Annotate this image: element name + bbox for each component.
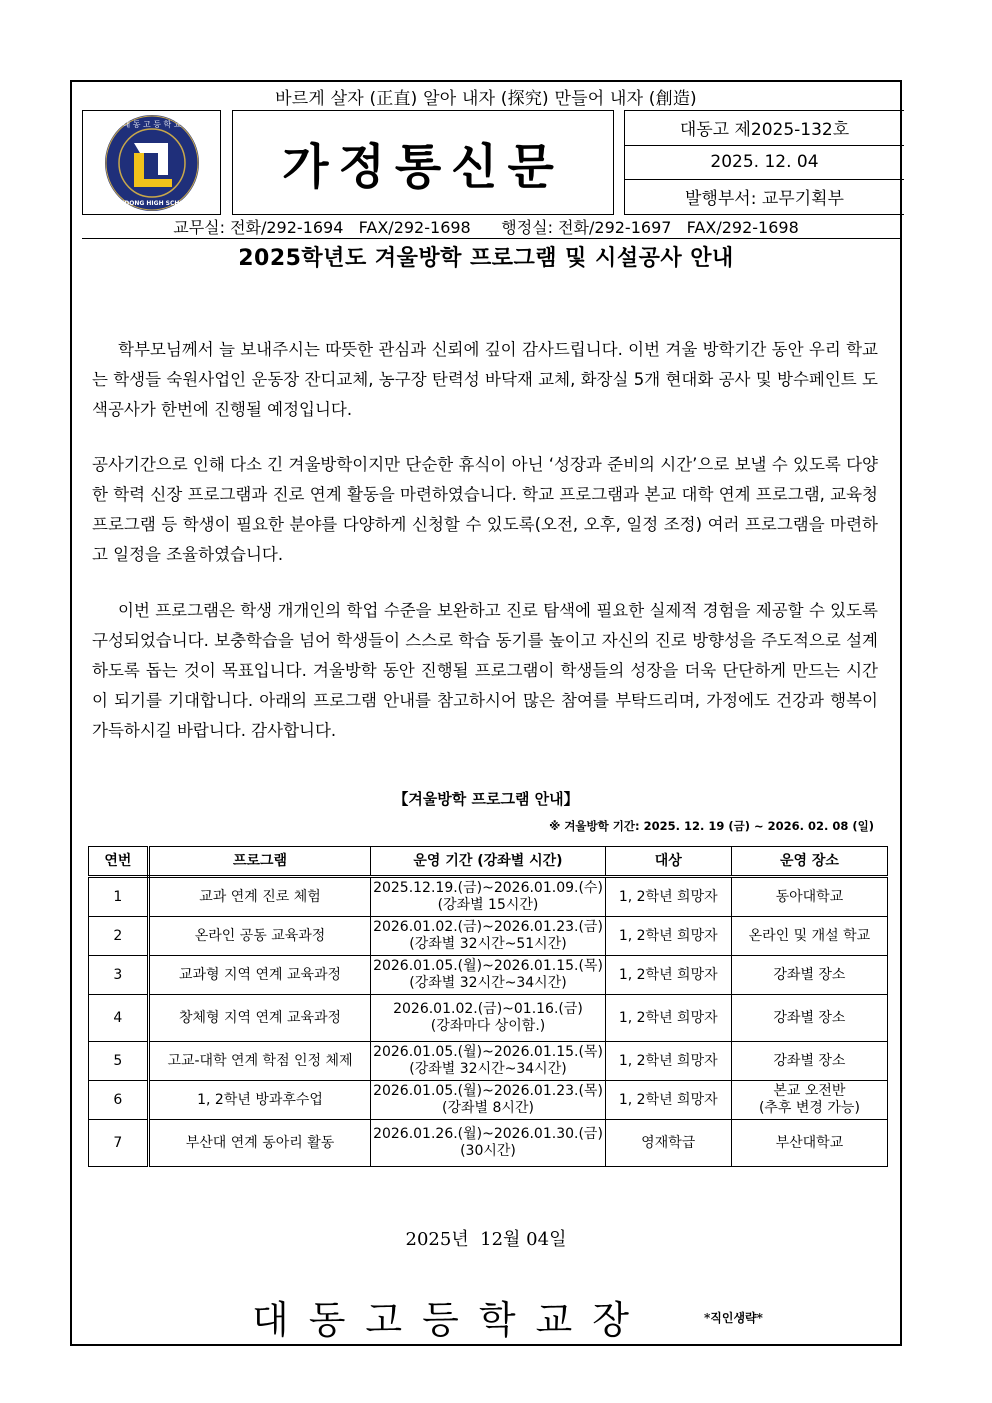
vacation-period-note: ※ 겨울방학 기간: 2025. 12. 19 (금) ~ 2026. 02. 08 (일) [549,819,874,833]
svg-text:대 동 고 등 학 교: 대 동 고 등 학 교 [121,119,182,129]
cell-target: 1, 2학년 희망자 [605,877,731,917]
period-dates: 2026.01.05.(월)~2026.01.15.(목) [373,958,603,974]
cell-program: 고교-대학 연계 학점 인정 체제 [148,1042,371,1081]
newsletter-page [70,80,902,1346]
cell-program: 교과 연계 진로 체험 [148,877,371,917]
cell-place: 동아대학교 [731,877,887,917]
cell-program: 1, 2학년 방과후수업 [148,1081,371,1120]
cell-no: 2 [89,917,149,956]
table-row [89,995,888,1042]
table-row [89,956,888,995]
col-header-target: 대상 [605,847,731,877]
principal-signature: 대동고등학교장 [252,1298,649,1342]
issue-date: 2025. 12. 04 [625,145,904,179]
period-hours: (강좌마다 상이함.) [430,1018,546,1034]
period-dates: 2026.01.26.(월)~2026.01.30.(금) [373,1126,603,1142]
col-header-no: 연번 [89,847,149,877]
school-logo-box [82,110,221,215]
place-line-2: (추후 변경 가능) [758,1100,860,1116]
period-dates: 2026.01.02.(금)~01.16.(금) [393,1001,583,1017]
period-dates: 2026.01.02.(금)~2026.01.23.(금) [373,919,603,935]
cell-place [731,1081,887,1120]
cell-no: 1 [89,877,149,917]
paragraph-2: 공사기간으로 인해 다소 긴 겨울방학이지만 단순한 휴식이 아닌 ‘성장과 준비의 시간’으로 보낼 수 있도록 다양한 학력 신장 프로그램과 진로 연계 활동을 마련하였습니다. 학교 프로그램과 본교 대학 연계 프로그램, 교육청 프로그램 등 학생이 필요한 분야를 다양하게 신청할 수 있도록(오전, 오후, 일정 조정) 여러 프로그램을 마련하고 일정을 조율하였습니다. [92,454,878,564]
cell-place: 강좌별 장소 [731,956,887,995]
period-dates: 2025.12.19.(금)~2026.01.09.(수) [373,880,603,896]
period-hours: (강좌별 15시간) [437,897,539,913]
table-row [89,1120,888,1167]
col-header-place: 운영 장소 [731,847,887,877]
cell-place: 강좌별 장소 [731,1042,887,1081]
cell-target: 1, 2학년 희망자 [605,995,731,1042]
table-header-row [89,847,888,877]
table-row [89,1081,888,1120]
table-row [89,877,888,917]
school-motto: 바르게 살자 (正直) 알아 내자 (探究) 만들어 내자 (創造) [275,89,697,109]
cell-target: 1, 2학년 희망자 [605,917,731,956]
cell-program: 창체형 지역 연계 교육과정 [148,995,371,1042]
table-row [89,917,888,956]
cell-place: 온라인 및 개설 학교 [731,917,887,956]
period-hours: (강좌별 32시간~34시간) [409,1061,567,1077]
header-divider [82,238,900,239]
svg-text:DAEDONG HIGH SCHOOL: DAEDONG HIGH SCHOOL [110,199,193,207]
department: 발행부서: 교무기획부 [625,179,904,213]
cell-place: 부산대학교 [731,1120,887,1167]
contact-line: 교무실: 전화/292-1694 FAX/292-1698 행정실: 전화/292-1697 FAX/292-1698 [173,218,799,237]
period-dates: 2026.01.05.(월)~2026.01.15.(목) [373,1044,603,1060]
cell-target: 1, 2학년 희망자 [605,1081,731,1120]
seal-omitted-note: *직인생략* [704,1311,763,1325]
cell-target: 1, 2학년 희망자 [605,1042,731,1081]
cell-no: 4 [89,995,149,1042]
cell-period [371,1120,605,1167]
paragraph-3: 이번 프로그램은 학생 개개인의 학업 수준을 보완하고 진로 탐색에 필요한 실제적 경험을 제공할 수 있도록 구성되었습니다. 보충학습을 넘어 학생들이 스스로 학습 동기를 높이고 자신의 진로 방향성을 주도적으로 설계하도록 돕는 것이 목표입니다. 겨울방학 동안 진행될 프로그램이 학생들의 성장을 더욱 단단하게 만드는 시간이 되기를 기대합니다. 아래의 프로그램 안내를 참고하시어 많은 참여를 부탁드리며, 가정에도 건강과 행복이 가득하시길 바랍니다. 감사합니다. [92,600,878,740]
doc-info-box [624,110,904,215]
cell-no: 5 [89,1042,149,1081]
cell-period [371,1081,605,1120]
cell-no: 6 [89,1081,149,1120]
cell-period [371,877,605,917]
program-table [88,846,888,1167]
period-hours: (강좌별 32시간~51시간) [409,936,567,952]
school-logo-icon [102,113,202,213]
period-hours: (강좌별 8시간) [442,1100,534,1116]
program-section-title: 【겨울방학 프로그램 안내】 [393,790,579,808]
cell-target: 영재학급 [605,1120,731,1167]
newsletter-title: 가정통신문 [232,110,614,215]
cell-program: 온라인 공동 교육과정 [148,917,371,956]
doc-number: 대동고 제2025-132호 [679,120,850,141]
place-line-1: 본교 오전반 [773,1083,846,1099]
cell-period [371,1042,605,1081]
cell-target: 1, 2학년 희망자 [605,956,731,995]
period-dates: 2026.01.05.(월)~2026.01.23.(목) [373,1083,603,1099]
paragraph-1: 학부모님께서 늘 보내주시는 따뜻한 관심과 신뢰에 깊이 감사드립니다. 이번 겨울 방학기간 동안 우리 학교는 학생들 숙원사업인 운동장 잔디교체, 농구장 탄력성 바닥재 교체, 화장실 5개 현대화 공사 및 방수페인트 도색공사가 한번에 진행될 예정입니다. [92,339,878,419]
cell-program: 교과형 지역 연계 교육과정 [148,956,371,995]
cell-period [371,956,605,995]
signature-date: 2025년 12월 04일 [405,1229,567,1250]
document-title: 2025학년도 겨울방학 프로그램 및 시설공사 안내 [238,246,734,271]
cell-no: 7 [89,1120,149,1167]
table-row [89,1042,888,1081]
cell-no: 3 [89,956,149,995]
col-header-period: 운영 기간 (강좌별 시간) [371,847,605,877]
cell-place: 강좌별 장소 [731,995,887,1042]
cell-program: 부산대 연계 동아리 활동 [148,1120,371,1167]
cell-period [371,995,605,1042]
cell-period [371,917,605,956]
period-hours: (강좌별 32시간~34시간) [409,975,567,991]
period-hours: (30시간) [460,1143,516,1159]
col-header-program: 프로그램 [148,847,371,877]
